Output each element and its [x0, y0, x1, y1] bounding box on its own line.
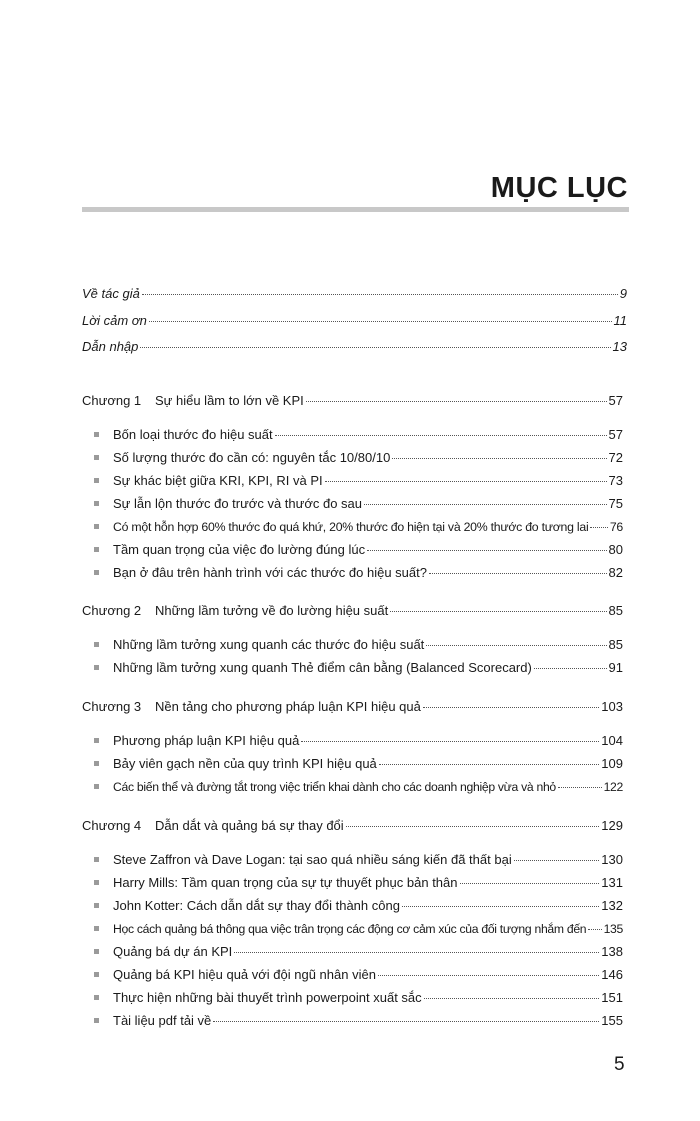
chapter-page: 129	[601, 818, 623, 833]
chapter-page: 57	[608, 393, 623, 408]
section-label: Những lầm tưởng xung quanh các thước đo hiệu suất	[113, 637, 425, 652]
section-page: 80	[608, 542, 623, 557]
dot-leader	[534, 668, 607, 669]
section-label: Sự lẫn lộn thước đo trước và thước đo sau	[113, 496, 362, 511]
section-page: 109	[601, 756, 623, 771]
page-title: MỤC LỤC	[490, 172, 628, 204]
dot-leader	[140, 347, 610, 348]
toc-entry[interactable]	[82, 339, 627, 355]
section-page: 151	[601, 990, 623, 1005]
dot-leader	[460, 883, 600, 884]
dot-leader	[234, 952, 599, 953]
section-page: 82	[608, 565, 623, 580]
chapter-title: Những lầm tưởng về đo lường hiệu suất	[155, 603, 389, 618]
dot-leader	[306, 401, 607, 402]
dot-leader	[514, 860, 600, 861]
toc-entry-page: 9	[619, 286, 627, 301]
toc-entry-page: 11	[613, 313, 627, 328]
toc-section[interactable]	[113, 756, 623, 772]
toc-entry-label: Dẫn nhập	[82, 339, 139, 354]
dot-leader	[346, 826, 600, 827]
toc-entry-label: Về tác giả	[82, 286, 140, 301]
bullet-icon	[94, 903, 99, 908]
chapter-title: Nền tảng cho phương pháp luận KPI hiệu quả	[155, 699, 421, 714]
section-label: Bạn ở đâu trên hành trình với các thước đo hiệu suất?	[113, 565, 427, 580]
dot-leader	[558, 787, 602, 788]
toc-section[interactable]	[113, 898, 623, 914]
dot-leader	[325, 481, 607, 482]
chapter-heading[interactable]	[82, 818, 623, 834]
dot-leader	[590, 527, 607, 528]
toc-section[interactable]	[113, 921, 623, 937]
section-page: 104	[601, 733, 623, 748]
dot-leader	[392, 458, 606, 459]
bullet-icon	[94, 857, 99, 862]
section-label: John Kotter: Cách dẫn dắt sự thay đổi thành công	[113, 898, 400, 913]
bullet-icon	[94, 995, 99, 1000]
section-page: 75	[608, 496, 623, 511]
bullet-icon	[94, 478, 99, 483]
bullet-icon	[94, 738, 99, 743]
section-label: Quảng bá KPI hiệu quả với đội ngũ nhân viên	[113, 967, 376, 982]
toc-section[interactable]	[113, 852, 623, 868]
bullet-icon	[94, 665, 99, 670]
bullet-icon	[94, 972, 99, 977]
toc-section[interactable]	[113, 967, 623, 983]
dot-leader	[301, 741, 599, 742]
bullet-icon	[94, 432, 99, 437]
section-label: Tầm quan trọng của việc đo lường đúng lúc	[113, 542, 366, 557]
chapter-number: Chương 3	[82, 699, 142, 714]
bullet-icon	[94, 570, 99, 575]
toc-section[interactable]	[113, 519, 623, 535]
section-label: Quảng bá dự án KPI	[113, 944, 233, 959]
section-page: 131	[601, 875, 623, 890]
toc-entry[interactable]	[82, 286, 627, 302]
dot-leader	[423, 707, 599, 708]
dot-leader	[379, 764, 600, 765]
title-underline	[82, 207, 629, 212]
dot-leader	[429, 573, 607, 574]
toc-section[interactable]	[113, 779, 623, 795]
section-page: 73	[608, 473, 623, 488]
toc-section[interactable]	[113, 450, 623, 466]
toc-section[interactable]	[113, 565, 623, 581]
dot-leader	[149, 321, 612, 322]
section-label: Bảy viên gạch nền của quy trình KPI hiệu quả	[113, 756, 377, 771]
dot-leader	[426, 645, 606, 646]
bullet-icon	[94, 524, 99, 529]
section-page: 85	[608, 637, 623, 652]
toc-entry-page: 13	[612, 339, 627, 354]
bullet-icon	[94, 761, 99, 766]
section-page: 130	[601, 852, 623, 867]
chapter-number: Chương 2	[82, 603, 142, 618]
toc-entry-label: Lời cảm ơn	[82, 313, 147, 328]
bullet-icon	[94, 455, 99, 460]
toc-section[interactable]	[113, 990, 623, 1006]
chapter-heading[interactable]	[82, 603, 623, 619]
dot-leader	[402, 906, 599, 907]
page-number: 5	[614, 1054, 625, 1075]
section-label: Harry Mills: Tầm quan trọng của sự tự thuyết phục bản thân	[113, 875, 458, 890]
bullet-icon	[94, 949, 99, 954]
section-page: 135	[603, 922, 623, 936]
section-label: Tài liệu pdf tải về	[113, 1013, 212, 1028]
toc-section[interactable]	[113, 733, 623, 749]
bullet-icon	[94, 880, 99, 885]
chapter-heading[interactable]	[82, 393, 623, 409]
toc-entry[interactable]	[82, 313, 627, 329]
section-label: Thực hiện những bài thuyết trình powerpoint xuất sắc	[113, 990, 422, 1005]
dot-leader	[364, 504, 607, 505]
section-label: Các biến thể và đường tắt trong việc triển khai dành cho các doanh nghiệp vừa và nhỏ	[113, 780, 556, 794]
bullet-icon	[94, 642, 99, 647]
bullet-icon	[94, 784, 99, 789]
dot-leader	[275, 435, 607, 436]
chapter-page: 103	[601, 699, 623, 714]
section-label: Bốn loại thước đo hiệu suất	[113, 427, 273, 442]
section-label: Những lầm tưởng xung quanh Thẻ điểm cân bằng (Balanced Scorecard)	[113, 660, 532, 675]
section-page: 72	[608, 450, 623, 465]
toc-section[interactable]	[113, 1013, 623, 1029]
toc-section[interactable]	[113, 944, 623, 960]
section-page: 155	[601, 1013, 623, 1028]
section-label: Sự khác biệt giữa KRI, KPI, RI và PI	[113, 473, 323, 488]
chapter-title: Dẫn dắt và quảng bá sự thay đổi	[155, 818, 344, 833]
section-page: 122	[603, 780, 623, 794]
section-page: 76	[609, 520, 623, 534]
dot-leader	[367, 550, 606, 551]
toc-section[interactable]	[113, 473, 623, 489]
toc-section[interactable]	[113, 637, 623, 653]
bullet-icon	[94, 926, 99, 931]
dot-leader	[588, 929, 601, 930]
section-page: 91	[608, 660, 623, 675]
chapter-title: Sự hiểu lầm to lớn về KPI	[155, 393, 304, 408]
section-page: 138	[601, 944, 623, 959]
toc-section[interactable]	[113, 875, 623, 891]
dot-leader	[378, 975, 599, 976]
chapter-number: Chương 4	[82, 818, 142, 833]
chapter-page: 85	[608, 603, 623, 618]
section-page: 132	[601, 898, 623, 913]
section-label: Có một hỗn hợp 60% thước đo quá khứ, 20% thước đo hiện tại và 20% thước đo tương lai	[113, 520, 589, 534]
section-label: Số lượng thước đo cần có: nguyên tắc 10/80/10	[113, 450, 391, 465]
section-label: Steve Zaffron và Dave Logan: tại sao quá nhiều sáng kiến đã thất bại	[113, 852, 512, 867]
toc-section[interactable]	[113, 542, 623, 558]
dot-leader	[213, 1021, 599, 1022]
section-page: 146	[601, 967, 623, 982]
toc-section[interactable]	[113, 427, 623, 443]
section-page: 57	[608, 427, 623, 442]
dot-leader	[142, 294, 618, 295]
dot-leader	[390, 611, 606, 612]
bullet-icon	[94, 547, 99, 552]
section-label: Phương pháp luận KPI hiệu quả	[113, 733, 300, 748]
bullet-icon	[94, 1018, 99, 1023]
toc-section[interactable]	[113, 496, 623, 512]
section-label: Học cách quảng bá thông qua việc trân trọng các động cơ cảm xúc của đối tượng nhắm đến	[113, 922, 587, 936]
chapter-number: Chương 1	[82, 393, 142, 408]
dot-leader	[424, 998, 600, 999]
chapter-heading[interactable]	[82, 699, 623, 715]
toc-section[interactable]	[113, 660, 623, 676]
bullet-icon	[94, 501, 99, 506]
